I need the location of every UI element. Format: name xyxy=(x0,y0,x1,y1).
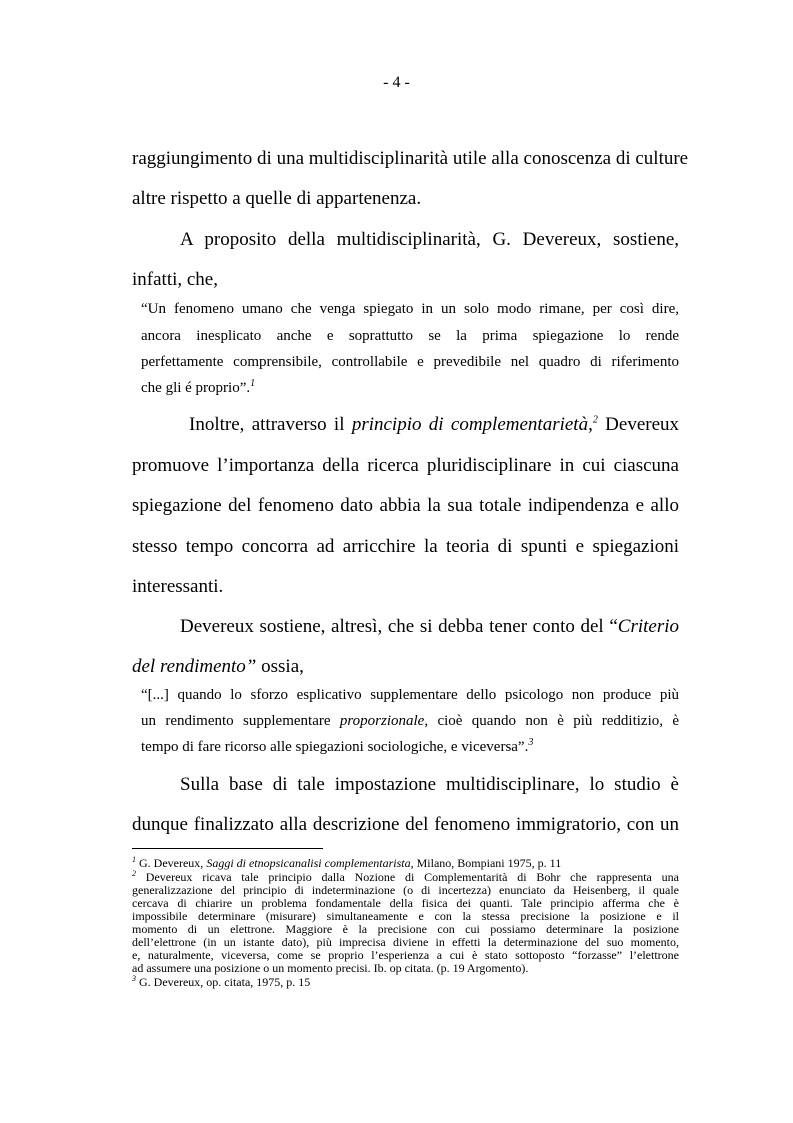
quote-line: “[...] quando lo sforzo esplicativo supplementare dello psicologo non produce più xyxy=(141,687,679,703)
footnote-2-line: generalizzazione del principio di indeterminazione (o di incertezza) enunciato da Heisenberg, il quale xyxy=(132,883,679,897)
body-line: interessanti. xyxy=(132,576,224,597)
body-line: Inoltre, attraverso il principio di complementarietà,$^2$ Devereux xyxy=(189,414,680,435)
footnote-ref: 2 xyxy=(592,414,598,426)
footnote-2-line: e, naturalmente, viceversa, come se proprio l’esperienza a cui è stato sottoposto “forzasse” l’elettrone xyxy=(132,948,679,962)
body-line: dunque finalizzato alla descrizione del fenomeno immigratorio, con un xyxy=(132,814,679,835)
body-line: Sulla base di tale impostazione multidisciplinare, lo studio è xyxy=(180,774,679,795)
footnote-2-line: momento di un elettrone. Maggiore è la precisione con cui possiamo determinare la posizione xyxy=(132,922,679,936)
footnote-2-line: impossibile determinare (misurare) simultaneamente e con la stessa precisione la posizione e il xyxy=(132,909,679,923)
body-line: altre rispetto a quelle di appartenenza. xyxy=(132,188,422,209)
quote-line: che gli é proprio”.$^1$ xyxy=(141,378,256,396)
footnote-2-line: ad assumere una posizione o un momento precisi. Ib. op citata. (p. 19 Argomento). xyxy=(132,961,529,975)
body-line: spiegazione del fenomeno dato abbia la sua totale indipendenza e allo xyxy=(132,495,679,516)
body-line: del rendimento” ossia, xyxy=(132,656,304,677)
footnote-3: $^3$ G. Devereux, op. citata, 1975, p. 15 xyxy=(132,974,311,989)
quote-line: un rendimento supplementare proporzionale, cioè quando non è più redditizio, è xyxy=(141,713,680,729)
footnote-separator xyxy=(132,848,323,849)
footnote-2-line: $^2$ Devereux ricava tale principio dalla Nozione di Complementarità di Bohr che rappresenta una xyxy=(132,869,679,884)
body-line: raggiungimento di una multidisciplinarità utile alla conoscenza di culture xyxy=(132,148,689,169)
footnote-1: $^1$ G. Devereux, Saggi di etnopsicanalisi complementarista, Milano, Bompiani 1975, p. 11 xyxy=(132,855,562,870)
body-line: stesso tempo concorra ad arricchire la teoria di spunti e spiegazioni xyxy=(132,536,679,557)
body-line: Devereux sostiene, altresì, che si debba tener conto del “Criterio xyxy=(180,616,679,637)
page-number: - 4 - xyxy=(383,74,410,91)
footnote-ref: 1 xyxy=(250,378,256,389)
quote-line: ancora inesplicato anche e soprattutto se la prima spiegazione lo rende xyxy=(141,328,679,344)
footnote-2-line: cercava di chiarire un problema fondamentale della fisica dei quanti. Tale principio afferma che è xyxy=(132,896,679,910)
footnote-ref: 3 xyxy=(528,737,534,748)
quote-line: “Un fenomeno umano che venga spiegato in un solo modo rimane, per così dire, xyxy=(141,301,679,317)
body-line: A proposito della multidisciplinarità, G. Devereux, sostiene, xyxy=(180,229,679,250)
body-line: promuove l’importanza della ricerca pluridisciplinare in cui ciascuna xyxy=(132,455,679,476)
quote-line: tempo di fare ricorso alle spiegazioni sociologiche, e viceversa”.$^3$ xyxy=(141,737,534,755)
footnote-2-line: dell’elettrone (in un istante dato), più imprecisa diviene in effetti la determinazione del suo momento, xyxy=(132,935,679,949)
quote-line: perfettamente comprensibile, controllabile e prevedibile nel quadro di riferimento xyxy=(141,354,679,370)
body-line: infatti, che, xyxy=(132,269,218,290)
